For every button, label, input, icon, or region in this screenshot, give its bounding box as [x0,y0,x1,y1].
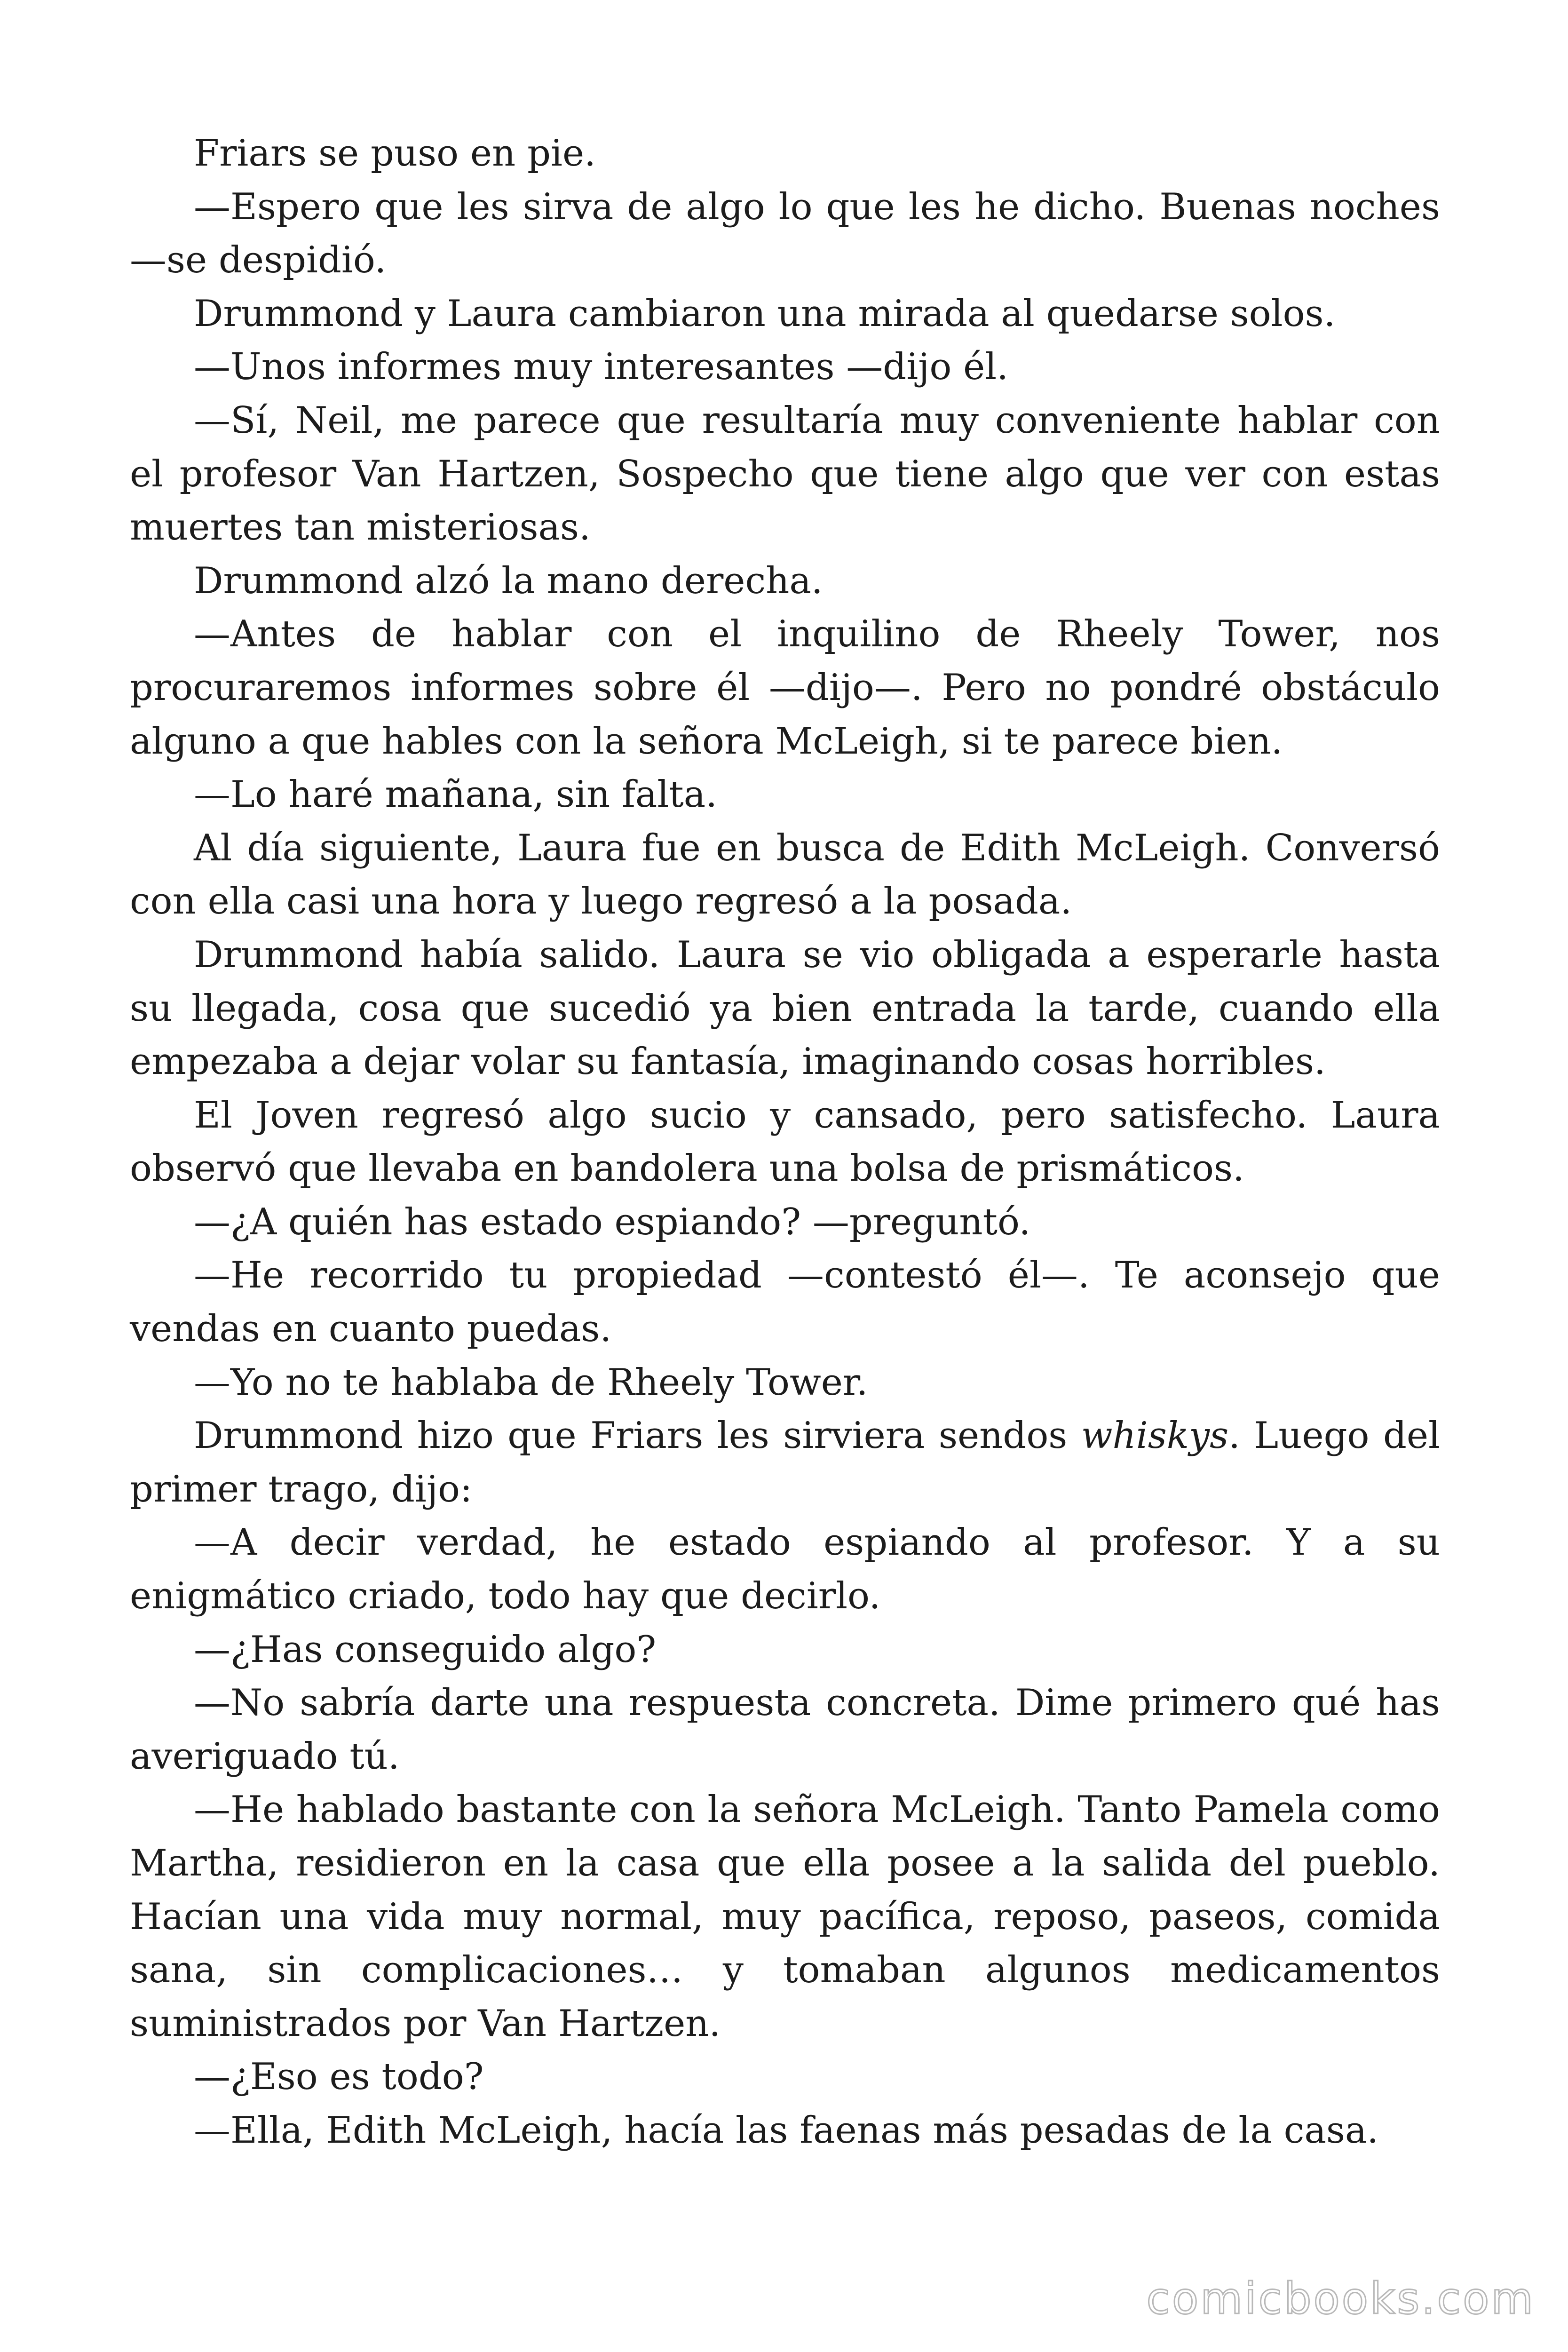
watermark: comicbooks.com [1146,2273,1535,2324]
paragraph: —¿A quién has estado espiando? —preguntó. [194,1200,1031,1243]
paragraph: Friars se puso en pie. [194,132,596,175]
paragraph-whiskys [130,1409,1440,1516]
paragraph: —He hablado bastante con la señora McLeigh. Tanto Pamela como Martha, residieron en la casa que ella posee a la salida del pueblo. Hacían una vida muy normal, muy pacífica, reposo, paseos, comida sana, sin complicaciones… y tomaban algunos medicamentos suministrados por Van Hartzen. [130,1788,1440,2045]
paragraph-text: . Luego del primer trago, dijo: [130,1414,1440,1510]
paragraph: —¿Eso es todo? [194,2056,484,2098]
book-page-text [130,127,1440,2158]
paragraph: Drummond había salido. Laura se vio obligada a esperarle hasta su llegada, cosa que sucedió ya bien entrada la tarde, cuando ella empezaba a dejar volar su fantasía, imaginando cosas horribles. [130,933,1440,1083]
italic-word: whiskys [1081,1414,1229,1457]
paragraph: —A decir verdad, he estado espiando al profesor. Y a su enigmático criado, todo hay que decirlo. [130,1521,1440,1618]
paragraph-text: Drummond hizo que Friars les sirviera sendos [194,1414,1081,1457]
paragraph: —Ella, Edith McLeigh, hacía las faenas más pesadas de la casa. [194,2109,1379,2152]
paragraph: —Antes de hablar con el inquilino de Rheely Tower, nos procuraremos informes sobre él —dijo—. Pero no pondré obstáculo alguno a que hables con la señora McLeigh, si te parece bien. [130,613,1440,763]
paragraph: Drummond y Laura cambiaron una mirada al quedarse solos. [194,292,1336,335]
paragraph: —He recorrido tu propiedad —contestó él—. Te aconsejo que vendas en cuanto puedas. [130,1254,1440,1351]
paragraph: —No sabría darte una respuesta concreta. Dime primero qué has averiguado tú. [130,1682,1440,1778]
paragraph: —Unos informes muy interesantes —dijo él. [194,346,1008,389]
paragraph: —Yo no te hablaba de Rheely Tower. [194,1361,868,1404]
paragraph: —Espero que les sirva de algo lo que les he dicho. Buenas noches —se despidió. [130,185,1440,282]
paragraph: —Sí, Neil, me parece que resultaría muy conveniente hablar con el profesor Van Hartzen, Sospecho que tiene algo que ver con estas muertes tan misteriosas. [130,399,1440,549]
paragraph: Al día siguiente, Laura fue en busca de Edith McLeigh. Conversó con ella casi una hora y luego regresó a la posada. [130,826,1440,923]
paragraph: —Lo haré mañana, sin falta. [194,773,718,816]
paragraph: El Joven regresó algo sucio y cansado, pero satisfecho. Laura observó que llevaba en bandolera una bolsa de prismáticos. [130,1094,1440,1190]
paragraph: —¿Has conseguido algo? [194,1628,657,1671]
paragraph: Drummond alzó la mano derecha. [194,559,823,602]
